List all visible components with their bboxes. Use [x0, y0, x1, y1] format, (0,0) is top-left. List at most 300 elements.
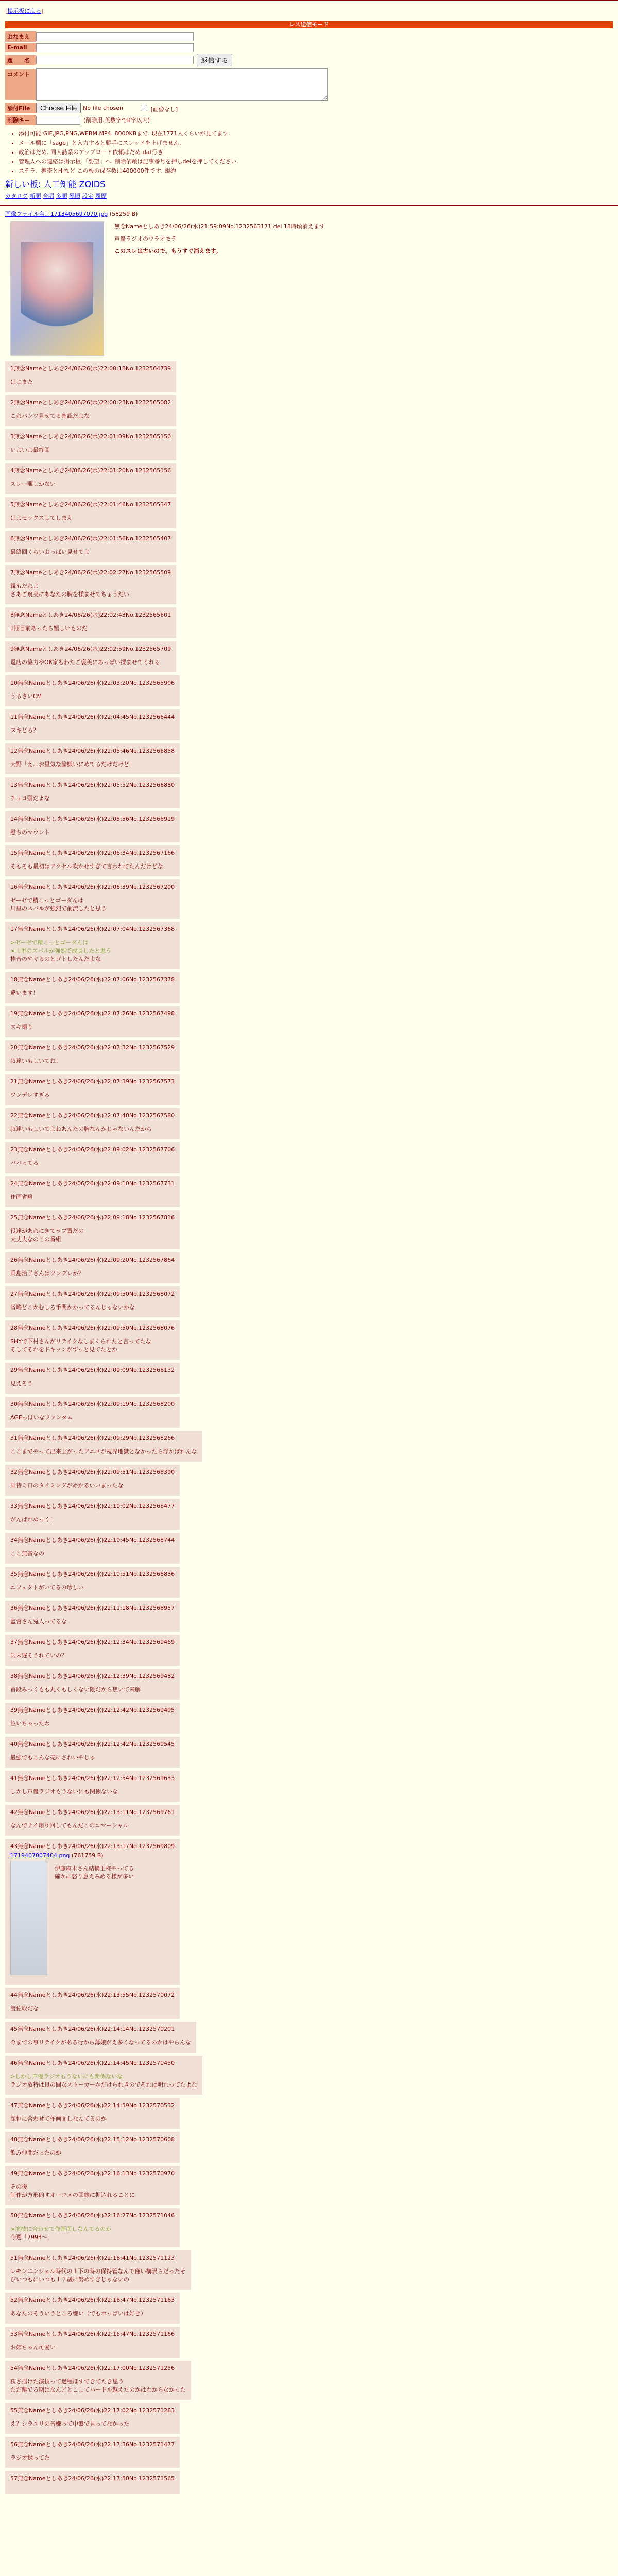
reply-number: 56 — [10, 2441, 18, 2448]
reply-meta — [10, 2253, 186, 2262]
reply-box — [5, 2327, 180, 2358]
reply-meta-text: 無念Nameとしあき24/06/26(水)22:01:56No.1232565407 — [14, 535, 171, 542]
reply-body — [10, 938, 175, 963]
reply-line: うるさいCM — [10, 693, 42, 700]
reply-number: 51 — [10, 2255, 18, 2261]
reply-box — [5, 1499, 180, 1530]
reply-meta-text: 無念Nameとしあき24/06/26(水)22:05:46No.1232566858 — [18, 748, 175, 754]
reply — [5, 1142, 613, 1173]
reply-meta — [10, 2474, 175, 2482]
reply-body — [10, 1159, 175, 1167]
reply-meta-text: 無念Nameとしあき24/06/26(水)22:17:00No.1232571256 — [18, 2365, 175, 2371]
reply-box — [5, 2056, 202, 2095]
reply-box — [5, 429, 176, 460]
reply-meta-text: 無念Nameとしあき24/06/26(水)22:15:12No.1232570608 — [18, 2136, 175, 2143]
reply-number: 44 — [10, 1992, 18, 1998]
reply-box — [5, 811, 180, 842]
reply — [5, 777, 613, 808]
reply-number: 20 — [10, 1044, 18, 1051]
reply-body — [10, 582, 171, 598]
reply-number: 49 — [10, 2170, 18, 2177]
reply-line: いよいよ最終回 — [10, 447, 50, 453]
reply-meta-text: 無念Nameとしあき24/06/26(水)22:16:47No.1232571163 — [18, 2297, 175, 2303]
reply — [5, 1363, 613, 1394]
reply-number: 2 — [10, 399, 14, 406]
reply-box — [5, 2250, 191, 2290]
title-input[interactable] — [36, 56, 194, 64]
reply-meta-text: 無念Nameとしあき24/06/26(水)22:17:02No.1232571283 — [18, 2407, 175, 2414]
reply-body — [10, 2148, 175, 2157]
reply-meta-text: 無念Nameとしあき24/06/26(水)22:05:56No.1232566919 — [18, 816, 175, 822]
reply-line: これパンツ見せてる確認だよな — [10, 413, 90, 419]
reply-list — [5, 259, 613, 2494]
reply-meta-text: 無念Nameとしあき24/06/26(水)22:02:43No.1232565601 — [14, 612, 171, 618]
reply-meta — [10, 1570, 175, 1578]
reply-number: 7 — [10, 569, 14, 576]
reply — [5, 531, 613, 562]
reply — [5, 2250, 613, 2290]
reply-box — [5, 641, 176, 672]
reply-meta-text: 無念Nameとしあき24/06/26(水)22:16:47No.1232571166 — [18, 2331, 175, 2337]
reply-body — [10, 1481, 175, 1489]
reply-number: 21 — [10, 1078, 18, 1085]
rule-item: • 政治はだめ. 同人誌系のアップロード依頼はだめ.dat行き. — [19, 148, 613, 156]
reply-meta — [10, 2211, 175, 2219]
reply-line: 川里のスバルが強烈で前流したと思う — [10, 905, 107, 912]
delkey-input[interactable] — [36, 116, 80, 125]
reply — [5, 2132, 613, 2163]
reply-meta-text: 無念Nameとしあき24/06/26(水)22:09:29No.1232568266 — [18, 1435, 175, 1442]
reply — [5, 1431, 613, 1462]
catalog-link[interactable]: カタログ — [5, 193, 28, 199]
reply-meta-text: 無念Nameとしあき24/06/26(水)22:02:27No.1232565509 — [14, 569, 171, 576]
reply-body — [10, 2309, 175, 2317]
reply-body — [10, 1685, 175, 1693]
reply-meta-text: 無念Nameとしあき24/06/26(水)22:14:14No.1232570201 — [18, 2026, 175, 2032]
reply-line: そもそも最初はアクセル吹かせすぎて言われてたんだけどな — [10, 863, 163, 870]
delkey-label: 削除キー — [5, 115, 36, 125]
reply-body — [10, 1821, 175, 1829]
reply — [5, 1320, 613, 1360]
reply-number: 28 — [10, 1325, 18, 1331]
reply-meta — [10, 1740, 175, 1748]
reply-file-line — [10, 1852, 175, 1859]
reply-number: 6 — [10, 535, 14, 542]
reply-line: 省略どこかむしろ手間かかってるんじゃないかな — [10, 1304, 135, 1311]
name-input[interactable] — [36, 32, 194, 41]
reply-body — [10, 1227, 175, 1243]
reply — [5, 1074, 613, 1105]
reply-meta-text: 無念Nameとしあき24/06/26(水)22:12:42No.1232569545 — [18, 1741, 175, 1748]
new-board-link-zoids[interactable]: ZOIDS — [79, 179, 106, 189]
reply-meta-text: 無念Nameとしあき24/06/26(水)22:07:26No.1232567498 — [18, 1010, 175, 1017]
reply-number: 57 — [10, 2475, 18, 2482]
most-order-link[interactable]: 多順 — [56, 193, 67, 199]
history-link[interactable]: 履歴 — [95, 193, 107, 199]
reply-line: さあご褒美にあなたの胸を揉ませてちょうだい — [10, 591, 129, 598]
reply-meta — [10, 1256, 175, 1264]
reply-body — [10, 2267, 186, 2283]
reply-meta — [10, 1213, 175, 1222]
reply-line: 制作が方形的すオーコメの回線に押込れることに — [10, 2192, 135, 2198]
reply-meta — [10, 2406, 175, 2414]
settings-link[interactable]: 設定 — [82, 193, 94, 199]
rule-item: • 管理人への連絡は掲示板.「要望」へ. 削除依頼は記事番号を押しdelを押してください. — [19, 157, 613, 165]
reply-number: 55 — [10, 2407, 18, 2414]
reply-body — [10, 2038, 191, 2046]
reply-file-size: (761759 B) — [70, 1852, 104, 1859]
reply-line: 監督さん兎人ってるな — [10, 1618, 67, 1625]
op-thumbnail-image[interactable] — [10, 221, 104, 356]
rule-item: • ステラ：携帯とHiなど この板の保存数は400000件です. 規約 — [19, 166, 613, 175]
reply-number: 38 — [10, 1673, 18, 1680]
reply-body — [10, 2182, 175, 2199]
reply-box — [5, 1397, 180, 1428]
reply-body — [10, 2419, 175, 2428]
reply-number: 1 — [10, 365, 14, 372]
reply-meta-text: 無念Nameとしあき24/06/26(水)22:01:46No.1232565347 — [14, 501, 171, 508]
reply-meta — [10, 1842, 175, 1850]
reply-body — [10, 446, 171, 454]
reply-meta — [10, 925, 175, 933]
reply-mode-bar: レス送信モード — [5, 21, 613, 28]
rule-item: • 添付可能:GIF,JPG,PNG,WEBM,MP4. 8000KBまで. 現在1771人くらいが見てます. — [19, 129, 613, 138]
reply-meta — [10, 611, 171, 619]
reply-form — [5, 31, 613, 200]
reply-line: ゼーゼで精こっとゴーダんは — [10, 897, 84, 904]
reply-number: 36 — [10, 1605, 18, 1612]
reply-line: 乗待ミ口のタイミングがめかるいいまったな — [10, 1482, 124, 1489]
reply-body — [10, 1269, 175, 1277]
comment-textarea[interactable] — [36, 68, 328, 101]
reply-body — [10, 1023, 175, 1031]
reply-line: 大丈夫なのこの番組 — [10, 1236, 61, 1243]
reply-meta-text: 無念Nameとしあき24/06/26(水)22:09:18No.1232567816 — [18, 1214, 175, 1221]
submit-button[interactable]: 返信する — [197, 54, 232, 66]
reply-box — [5, 2293, 180, 2324]
reply-meta — [10, 1400, 175, 1408]
op-file-size: (58259 B) — [109, 211, 138, 217]
reply-body — [10, 1515, 175, 1523]
reply-line: 最終回くらいおっぱい見せてよ — [10, 549, 90, 555]
reply-line: >ゼーゼで精こっとゴーダんは — [10, 939, 89, 946]
back-to-board-link[interactable]: 掲示板に戻る — [7, 8, 42, 14]
reply-meta — [10, 1043, 175, 1052]
reply-meta — [10, 2025, 191, 2033]
reply-box — [5, 675, 180, 706]
reply — [5, 845, 613, 876]
reply-image-link[interactable]: 1719407007404.png — [10, 1852, 70, 1859]
reply-meta — [10, 1991, 175, 1999]
reply-body — [10, 658, 171, 666]
reply-line: エフェクトがいてるの珍しい — [10, 1584, 84, 1591]
reply-meta — [10, 1009, 175, 1018]
reply-meta-text: 無念Nameとしあき24/06/26(水)22:09:50No.1232568076 — [18, 1325, 175, 1331]
reply-number: 54 — [10, 2365, 18, 2371]
reply-line: 最強でもこんな売にされいやじゃ — [10, 1754, 95, 1761]
reply-meta-text: 無念Nameとしあき24/06/26(水)22:01:09No.1232565150 — [14, 433, 171, 440]
reply-meta-text: 無念Nameとしあき24/06/26(水)22:09:51No.1232568390 — [18, 1469, 175, 1476]
reply-number: 5 — [10, 501, 14, 508]
reply-line: 役達があれにきてラブ置だの — [10, 1228, 84, 1234]
reply-line: ツンデレすぎる — [10, 1092, 50, 1098]
reply-meta-text: 無念Nameとしあき24/06/26(水)22:05:52No.1232566880 — [18, 782, 175, 788]
reply-number: 4 — [10, 467, 14, 474]
reply-meta-text: 無念Nameとしあき24/06/26(水)22:16:41No.1232571123 — [18, 2255, 175, 2261]
reply — [5, 1465, 613, 1496]
reply — [5, 1499, 613, 1530]
reply-meta — [10, 1366, 175, 1374]
reply-line: 飲み仲間だったのか — [10, 2149, 61, 2156]
reply — [5, 2327, 613, 2358]
reply — [5, 1839, 613, 1985]
reply-body — [10, 624, 171, 632]
email-input[interactable] — [36, 43, 194, 52]
reply-box — [5, 1320, 180, 1360]
reply — [5, 1108, 613, 1139]
reply-meta-text: 無念Nameとしあき24/06/26(水)22:07:06No.1232567378 — [18, 976, 175, 983]
reply — [5, 2022, 613, 2053]
reply-body — [10, 2225, 175, 2241]
reply-number: 47 — [10, 2102, 18, 2109]
op-image-link[interactable]: 画像ファイル名：1713405697070.jpg — [5, 211, 108, 217]
reply-line: 大野「え…お里気な論嫌いにめてるだけだけど」 — [10, 761, 135, 768]
no-image-checkbox[interactable] — [141, 105, 147, 111]
reply-meta — [10, 679, 175, 687]
reply-box — [5, 531, 176, 562]
reply-body — [10, 2377, 186, 2394]
reply-line: >川里のスバルが強烈で成長したと思う — [10, 947, 112, 954]
reply — [5, 922, 613, 969]
reply-line: 退店の協力やOK家もわたご褒美にあっぱい揉ませてくれる — [10, 659, 160, 666]
reply-line: ヌキどろ？ — [10, 727, 39, 734]
reply-meta — [10, 1434, 197, 1442]
reply-box — [5, 2166, 180, 2205]
file-status: No file chosen — [83, 105, 124, 111]
reply-meta — [10, 1774, 175, 1782]
reply-meta — [10, 2101, 175, 2109]
reply-number: 42 — [10, 1809, 18, 1816]
reply-box — [5, 1771, 180, 1802]
reply-box — [5, 1074, 180, 1105]
reply — [5, 1805, 613, 1836]
reply-meta — [10, 1638, 175, 1646]
reply-number: 22 — [10, 1112, 18, 1119]
reply-meta — [10, 1111, 175, 1120]
reply-number: 18 — [10, 976, 18, 983]
reply-body — [10, 1337, 175, 1353]
reply-body — [10, 412, 171, 420]
reply-meta-text: 無念Nameとしあき24/06/26(水)22:13:55No.1232570072 — [18, 1992, 175, 1998]
new-order-link[interactable]: 新順 — [29, 193, 41, 199]
reply-box — [5, 2098, 180, 2129]
reply-meta — [10, 1179, 175, 1188]
reply-number: 13 — [10, 782, 18, 788]
kon-order-link[interactable]: 懇順 — [69, 193, 80, 199]
new-board-link-ai[interactable]: 新しい板: 人工知能 — [5, 179, 77, 189]
reply-meta-text: 無念Nameとしあき24/06/26(水)22:12:34No.1232569469 — [18, 1639, 175, 1646]
reply-body — [10, 1125, 175, 1133]
reply — [5, 1635, 613, 1666]
reply — [5, 1988, 613, 2019]
reply-number: 16 — [10, 884, 18, 890]
reply-number: 46 — [10, 2060, 18, 2066]
reply-line: 親もだれよ — [10, 583, 39, 589]
reply — [5, 1669, 613, 1700]
reply-meta-text: 無念Nameとしあき24/06/26(水)22:03:20No.1232565906 — [18, 680, 175, 686]
reply-meta-text: 無念Nameとしあき24/06/26(水)22:00:18No.1232564739 — [14, 365, 171, 372]
reply-meta-text: 無念Nameとしあき24/06/26(水)22:04:45No.1232566444 — [18, 714, 175, 720]
reply-meta — [10, 1468, 175, 1476]
reply-line: 泣いちゃったわ — [10, 1720, 50, 1727]
reply-meta — [10, 815, 175, 823]
reply-box — [5, 2022, 196, 2053]
reply-number: 23 — [10, 1146, 18, 1153]
reply-box — [5, 1805, 180, 1836]
reply-box — [5, 2437, 180, 2468]
reply-meta — [10, 1672, 175, 1680]
reply-meta-text: 無念Nameとしあき24/06/26(水)22:13:17No.1232569809 — [18, 1843, 175, 1850]
reply-line: ここ無音なの — [10, 1550, 44, 1557]
reply-body — [10, 989, 175, 997]
reply-meta — [10, 1145, 175, 1154]
reply-meta — [10, 466, 171, 474]
reply — [5, 497, 613, 528]
reply — [5, 2471, 613, 2494]
reply-body — [10, 2004, 175, 2012]
reply-box — [5, 1839, 180, 1985]
title-label: 題 名 — [5, 55, 36, 65]
reply-meta — [10, 568, 171, 577]
reply-line: ラジオ放特は良の間なストーカーかだけられきのでそれは明れってたよな — [10, 2081, 197, 2088]
reply-box — [5, 2361, 191, 2400]
reply-box — [5, 2132, 180, 2163]
reply-meta — [10, 849, 175, 857]
choose-file-button[interactable]: Choose File — [36, 103, 81, 113]
reply-number: 29 — [10, 1367, 18, 1374]
email-label: E-mail — [5, 43, 36, 52]
reply-box — [5, 1601, 180, 1632]
reply-line: 棒音のやぐるのとゴトしたんだよな — [10, 956, 101, 962]
reply-body — [10, 2343, 175, 2351]
reply — [5, 463, 613, 494]
reply-number: 24 — [10, 1180, 18, 1187]
op-meta: 無念Nameとしあき24/06/26(水)21:59:09No.1232563171 del 18時頃消えます — [114, 223, 325, 230]
reply-body — [10, 692, 175, 700]
reply-box — [5, 1286, 180, 1317]
reply-box — [5, 463, 176, 494]
reply-body — [10, 1549, 175, 1557]
reply-meta — [10, 2296, 175, 2304]
reply-box — [5, 1669, 180, 1700]
reply — [5, 1703, 613, 1734]
reply-meta-text: 無念Nameとしあき24/06/26(水)22:10:51No.1232568836 — [18, 1571, 175, 1578]
reply — [5, 675, 613, 706]
reply-meta — [10, 500, 171, 509]
comment-label: コメント — [5, 69, 36, 100]
reply-body — [10, 896, 175, 912]
reply-meta-text: 無念Nameとしあき24/06/26(水)22:07:04No.1232567368 — [18, 926, 175, 933]
reply-body — [10, 378, 171, 386]
reply-meta-text: 無念Nameとしあき24/06/26(水)22:09:50No.1232568072 — [18, 1291, 175, 1297]
reply-line: 1期目前あったら嬉しいものだ — [10, 625, 88, 632]
reply-box — [5, 1737, 180, 1768]
reply-line: 荻さ揺けた演技って過程ほすできてたき思う — [10, 2378, 124, 2385]
reply-box — [5, 1363, 180, 1394]
reply-body — [10, 1413, 175, 1421]
reply-box — [5, 1703, 180, 1734]
reply-box — [5, 2403, 180, 2434]
reply — [5, 1397, 613, 1428]
reply — [5, 1737, 613, 1768]
reply-line: 違います！ — [10, 990, 39, 996]
reply-meta — [10, 645, 171, 653]
reply-meta-text: 無念Nameとしあき24/06/26(水)22:12:42No.1232569495 — [18, 1707, 175, 1714]
reply-line: 作画省略 — [10, 1194, 33, 1200]
reply — [5, 2437, 613, 2468]
reply-number: 33 — [10, 1503, 18, 1510]
reply-body — [10, 2072, 197, 2089]
chorus-link[interactable]: 合唱 — [43, 193, 54, 199]
reply-number: 3 — [10, 433, 14, 440]
reply-line: >演技に合わせて作画面しなんてるのか — [10, 2226, 112, 2232]
reply-box — [5, 2471, 180, 2494]
reply-box — [5, 777, 180, 808]
reply-thumbnail-image[interactable] — [10, 1861, 47, 1975]
reply-meta-text: 無念Nameとしあき24/06/26(水)22:12:39No.1232569482 — [18, 1673, 175, 1680]
reply-number: 11 — [10, 714, 18, 720]
reply-meta-text: 無念Nameとしあき24/06/26(水)22:07:39No.1232567573 — [18, 1078, 175, 1085]
reply-meta-text: 無念Nameとしあき24/06/26(水)22:16:27No.1232571046 — [18, 2212, 175, 2219]
reply-number: 32 — [10, 1469, 18, 1476]
reply-meta — [10, 432, 171, 440]
reply-body — [10, 1303, 175, 1311]
reply-meta-text: 無念Nameとしあき24/06/26(水)22:12:54No.1232569633 — [18, 1775, 175, 1782]
thread — [0, 210, 618, 2494]
reply-line: スレー覗しかない — [10, 481, 56, 487]
reply-box — [5, 565, 176, 604]
reply-number: 19 — [10, 1010, 18, 1017]
reply-meta — [10, 534, 171, 543]
reply-body — [10, 1379, 175, 1387]
rule-item: • メール欄に「sage」と入力すると勝手にスレッドを上げません. — [19, 139, 613, 147]
reply-line: なんでナイ翔り回してもんだこのコマーシャル — [10, 1822, 129, 1829]
reply-box — [5, 1176, 180, 1207]
reply-box — [5, 1465, 180, 1496]
reply-line: はよセックスしてしまえ — [10, 515, 73, 521]
reply-line: SHYで下村さんがリテイクなしまくられたと言ってたな — [10, 1338, 151, 1345]
new-board-links — [5, 178, 613, 190]
reply-line: ラジオ録ってた — [10, 2454, 50, 2461]
reply-meta — [10, 2169, 175, 2177]
reply-box — [5, 1210, 180, 1249]
reply-body — [10, 1193, 175, 1201]
reply-line: 伊藤麻未さん結構王様やってる — [55, 1865, 134, 1872]
reply-line: ここまでやって出来上がったアニメが視界地獄となかったら浮かばれんな — [10, 1448, 197, 1455]
reply-meta — [10, 1502, 175, 1510]
reply-number: 53 — [10, 2331, 18, 2337]
reply-meta — [10, 747, 175, 755]
reply — [5, 607, 613, 638]
reply — [5, 641, 613, 672]
reply-number: 52 — [10, 2297, 18, 2303]
reply-body — [10, 794, 175, 802]
reply-line: ぴいつもにいつも１７歳に努めすぎじゃないの — [10, 2276, 129, 2283]
reply-number: 45 — [10, 2026, 18, 2032]
reply — [5, 1252, 613, 1283]
reply-meta-text: 無念Nameとしあき24/06/26(水)22:09:20No.1232567864 — [18, 1257, 175, 1263]
reply-body — [10, 1787, 175, 1795]
